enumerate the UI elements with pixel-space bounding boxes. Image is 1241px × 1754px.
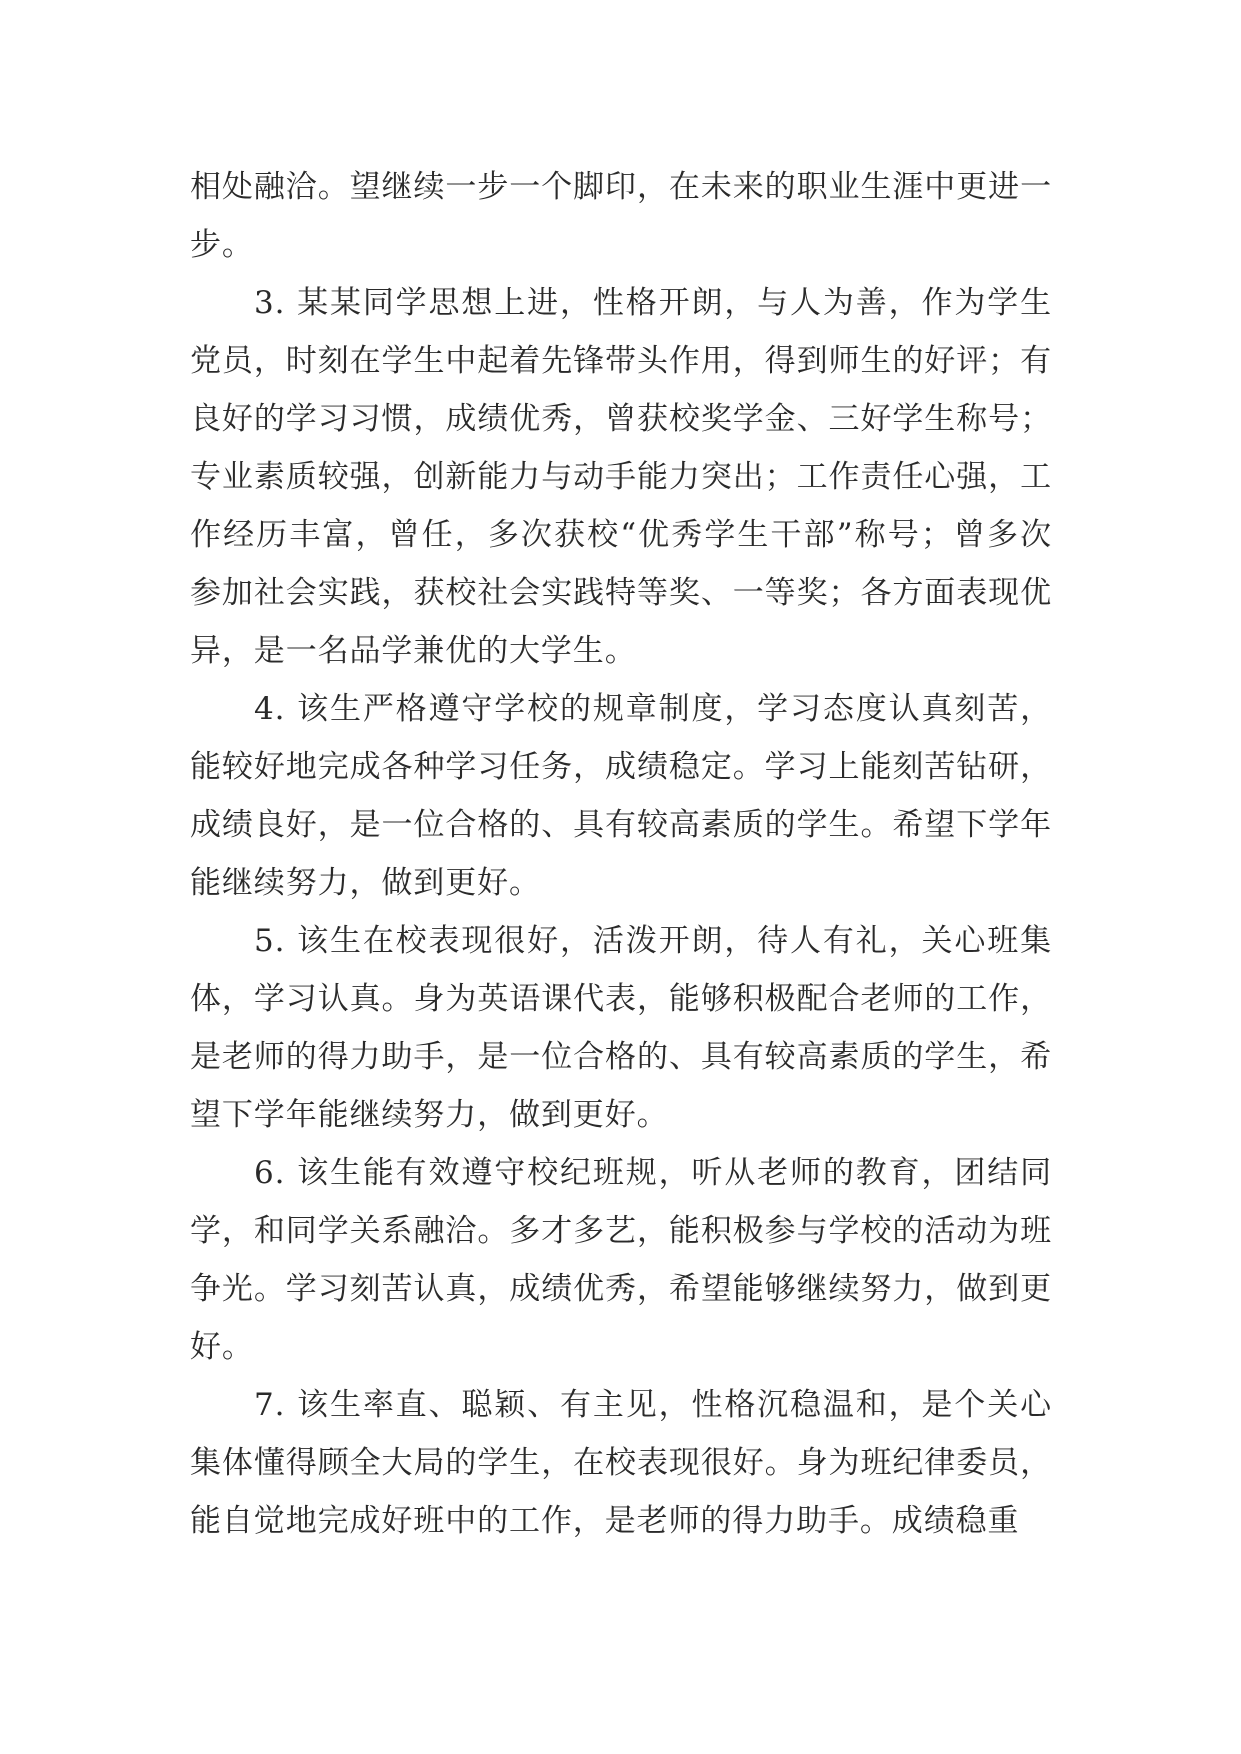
paragraph-item-3: 3. 某某同学思想上进，性格开朗，与人为善，作为学生党员，时刻在学生中起着先锋带头作用，得到师生的好评；有良好的学习习惯，成绩优秀，曾获校奖学金、三好学生称号；专业素质较强，创新能力与动手能力突出；工作责任心强，工作经历丰富，曾任，多次获校“优秀学生干部”称号；曾多次参加社会实践，获校社会实践特等奖、一等奖；各方面表现优异，是一名品学兼优的大学生。 [190,285,1052,669]
paragraph-item-5: 5. 该生在校表现很好，活泼开朗，待人有礼，关心班集体，学习认真。身为英语课代表，能够积极配合老师的工作，是老师的得力助手，是一位合格的、具有较高素质的学生，希望下学年能继续努力，做到更好。 [190,923,1052,1133]
paragraph-item-7: 7. 该生率直、聪颖、有主见，性格沉稳温和，是个关心集体懂得顾全大局的学生，在校表现很好。身为班纪律委员，能自觉地完成好班中的工作，是老师的得力助手。成绩稳重 [190,1387,1052,1539]
paragraph-continuation: 相处融洽。望继续一步一个脚印，在未来的职业生涯中更进一步。 [190,169,1052,263]
paragraph-item-4: 4. 该生严格遵守学校的规章制度，学习态度认真刻苦，能较好地完成各种学习任务，成绩稳定。学习上能刻苦钻研，成绩良好，是一位合格的、具有较高素质的学生。希望下学年能继续努力，做到更好。 [190,691,1052,901]
document-body [190,158,1052,1550]
paragraph-item-6: 6. 该生能有效遵守校纪班规，听从老师的教育，团结同学，和同学关系融洽。多才多艺，能积极参与学校的活动为班争光。学习刻苦认真，成绩优秀，希望能够继续努力，做到更好。 [190,1155,1052,1365]
